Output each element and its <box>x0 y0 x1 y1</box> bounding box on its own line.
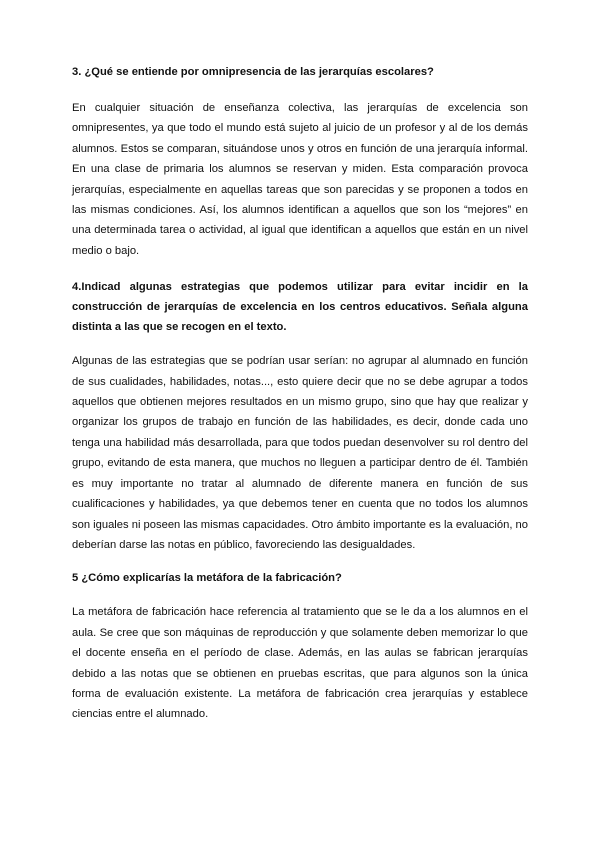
question-4-heading: 4.Indicad algunas estrategias que podemos utilizar para evitar incidir en la construcción de jerarquías de excelencia en los centros educativos. Señala alguna distinta a las que se recogen en el texto. <box>72 281 528 334</box>
question-3-heading: 3. ¿Qué se entiende por omnipresencia de las jerarquías escolares? <box>72 66 434 78</box>
question-4-answer: Algunas de las estrategias que se podrían usar serían: no agrupar al alumnado en función de sus cualidades, habilidades, notas..., esto quiere decir que no se debe agrupar a todos aquellos que obtienen mejores resultados en un mismo grupo, sino que hay que realizar y organizar los grupos de trabajo en función de las habilidades, es decir, donde cada uno tenga una habilidad más desarrollada, para que todos puedan desenvolver su rol dentro del grupo, evitando de esta manera, que muchos no lleguen a participar dentro de él. También es muy importante no tratar al alumnado de diferente manera en función de sus cualificaciones y habilidades, ya que debemos tener en cuenta que no todos los alumnos son iguales ni poseen las mismas capacidades. Otro ámbito importante es la evaluación, no deberían darse las notas en público, favoreciendo las desigualdades. <box>72 355 528 551</box>
question-3-answer: En cualquier situación de enseñanza colectiva, las jerarquías de excelencia son omnipresentes, ya que todo el mundo está sujeto al juicio de un profesor y al de los demás alumnos. Estos se comparan, situándose unos y otros en función de una jerarquía informal. En una clase de primaria los alumnos se reservan y miden. Esta comparación provoca jerarquías, especialmente en aquellas tareas que son parecidas y se proponen a todos en las mismas condiciones. Así, los alumnos identifican a aquellos que son los “mejores” en una determinada tarea o actividad, al igual que identifican a aquellos que están en un nivel medio o bajo. <box>72 102 528 257</box>
question-5-answer: La metáfora de fabricación hace referencia al tratamiento que se le da a los alumnos en el aula. Se cree que son máquinas de reproducción y que solamente deben memorizar lo que el docente enseña en el período de clase. Además, en las aulas se fabrican jerarquías debido a las notas que se obtienen en pruebas escritas, que para algunos son la única forma de evaluación existente. La metáfora de fabricación crea jerarquías y establece ciencias entre el alumnado. <box>72 606 528 721</box>
document-page <box>72 62 528 725</box>
question-5-heading: 5 ¿Cómo explicarías la metáfora de la fabricación? <box>72 572 342 585</box>
